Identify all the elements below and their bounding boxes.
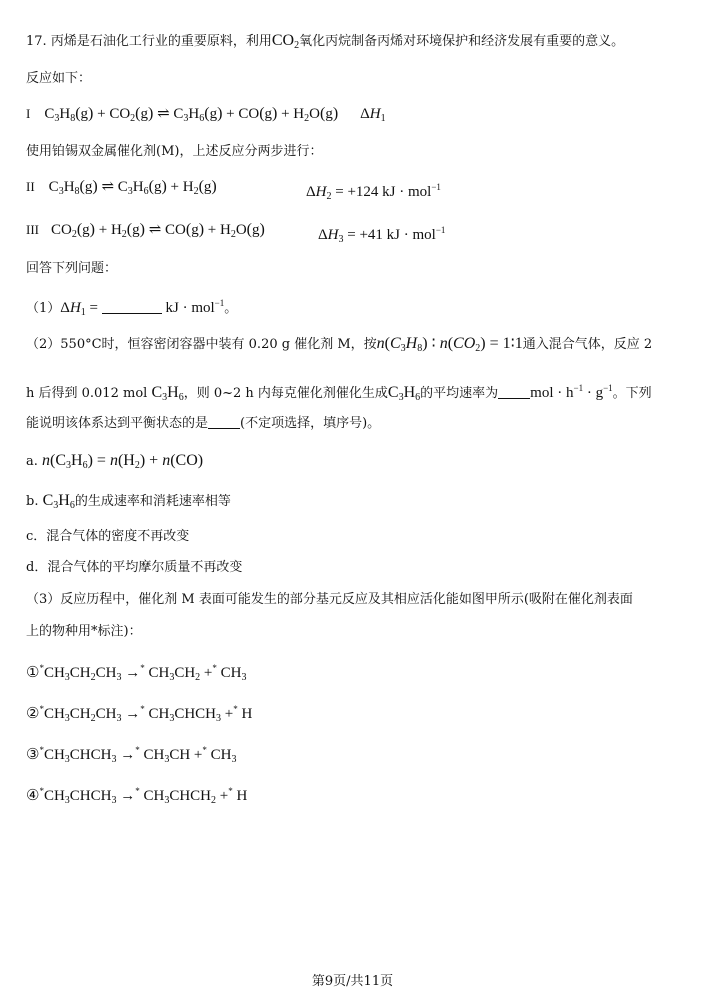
reaction-intro: 反应如下： xyxy=(26,71,92,86)
option-b: b. $C_3H_6$的生成速率和消耗速率相等 xyxy=(26,492,231,511)
option-c: c．混合气体的密度不再改变 xyxy=(26,529,190,544)
sub-question-3-line1: （3）反应历程中，催化剂 M 表面可能发生的部分基元反应及其相应活化能如图甲所示(吸附在催化剂表面 xyxy=(26,592,633,607)
reaction-1: I $C_3H_8(g) + CO_2(g)$ ⇌ $C_3H_6(g) + CO(g) + H_2O(g)$ $\Delta H_1$ xyxy=(26,105,386,124)
answer-blank-3[interactable] xyxy=(208,414,240,429)
question-intro: 17. 丙烯是石油化工行业的重要原料，利用$CO_2$氧化丙烷制备丙烯对环境保护和经济发展有重要的意义。 xyxy=(26,32,625,51)
sub-question-1: $(1)\Delta H_1$ = kJ · mol$^{-1}$。 xyxy=(26,298,238,318)
reaction-2: II $C_3H_8(g)$ ⇌ $C_3H_6(g) + H_2(g)$ xyxy=(26,178,217,197)
option-d: d．混合气体的平均摩尔质量不再改变 xyxy=(26,560,243,575)
page-footer: 第9页/共11页 xyxy=(311,974,394,989)
option-a: a. $n(C_3H_6) = n(H_2) + n(CO)$ xyxy=(26,452,204,471)
sub-question-2-line2: h 后得到 0.012 mol $C_3H_6$，则 0~2 h 内每克催化剂催化生成$C_3H_6$的平均速率为 mol · $h^{-1} \cdot g^{-1}$。下列 xyxy=(26,383,652,403)
answer-blank-1[interactable] xyxy=(102,299,162,314)
sub-question-2-line1: （2）550°C时，恒容密闭容器中装有 0.20 g 催化剂 M，按$n(C_3H_8)$ ∶ $n(CO_2)$ = 1∶1通入混合气体，反应 2 xyxy=(26,335,653,354)
elementary-step-4: $④^*CH_3CHCH_3 \to^*$ $CH_3CHCH_2 +^*$ H xyxy=(26,786,248,806)
dh2: $\Delta H_2 = +124$ kJ · mol$^{-1}$ xyxy=(306,182,441,202)
sub-question-2-line3: 能说明该体系达到平衡状态的是 (不定项选择，填序号)。 xyxy=(26,416,381,431)
answer-blank-2[interactable] xyxy=(498,384,530,399)
elementary-step-3: $③^*CH_3CHCH_3 \to^*$ $CH_3CH +^*$ $CH_3$ xyxy=(26,745,237,765)
question-number: 17. xyxy=(26,34,47,49)
sub-question-3-line2: 上的物种用*标注)： xyxy=(26,624,142,639)
elementary-step-1: $①^*CH_3CH_2CH_3 \to^*$ $CH_3CH_2 +^*$ $CH_3$ xyxy=(26,663,247,683)
dh3: $\Delta H_3 = +41$ kJ · mol$^{-1}$ xyxy=(318,225,446,245)
answer-intro: 回答下列问题： xyxy=(26,261,118,276)
reaction-3: III $CO_2(g) + H_2(g)$ ⇌ $CO(g) + H_2O(g)$ xyxy=(26,221,265,240)
catalyst-text: 使用铂锡双金属催化剂(M)，上述反应分两步进行： xyxy=(26,144,323,159)
elementary-step-2: $②^*CH_3CH_2CH_3 \to^*$ $CH_3CHCH_3 +^*$ H xyxy=(26,704,253,724)
